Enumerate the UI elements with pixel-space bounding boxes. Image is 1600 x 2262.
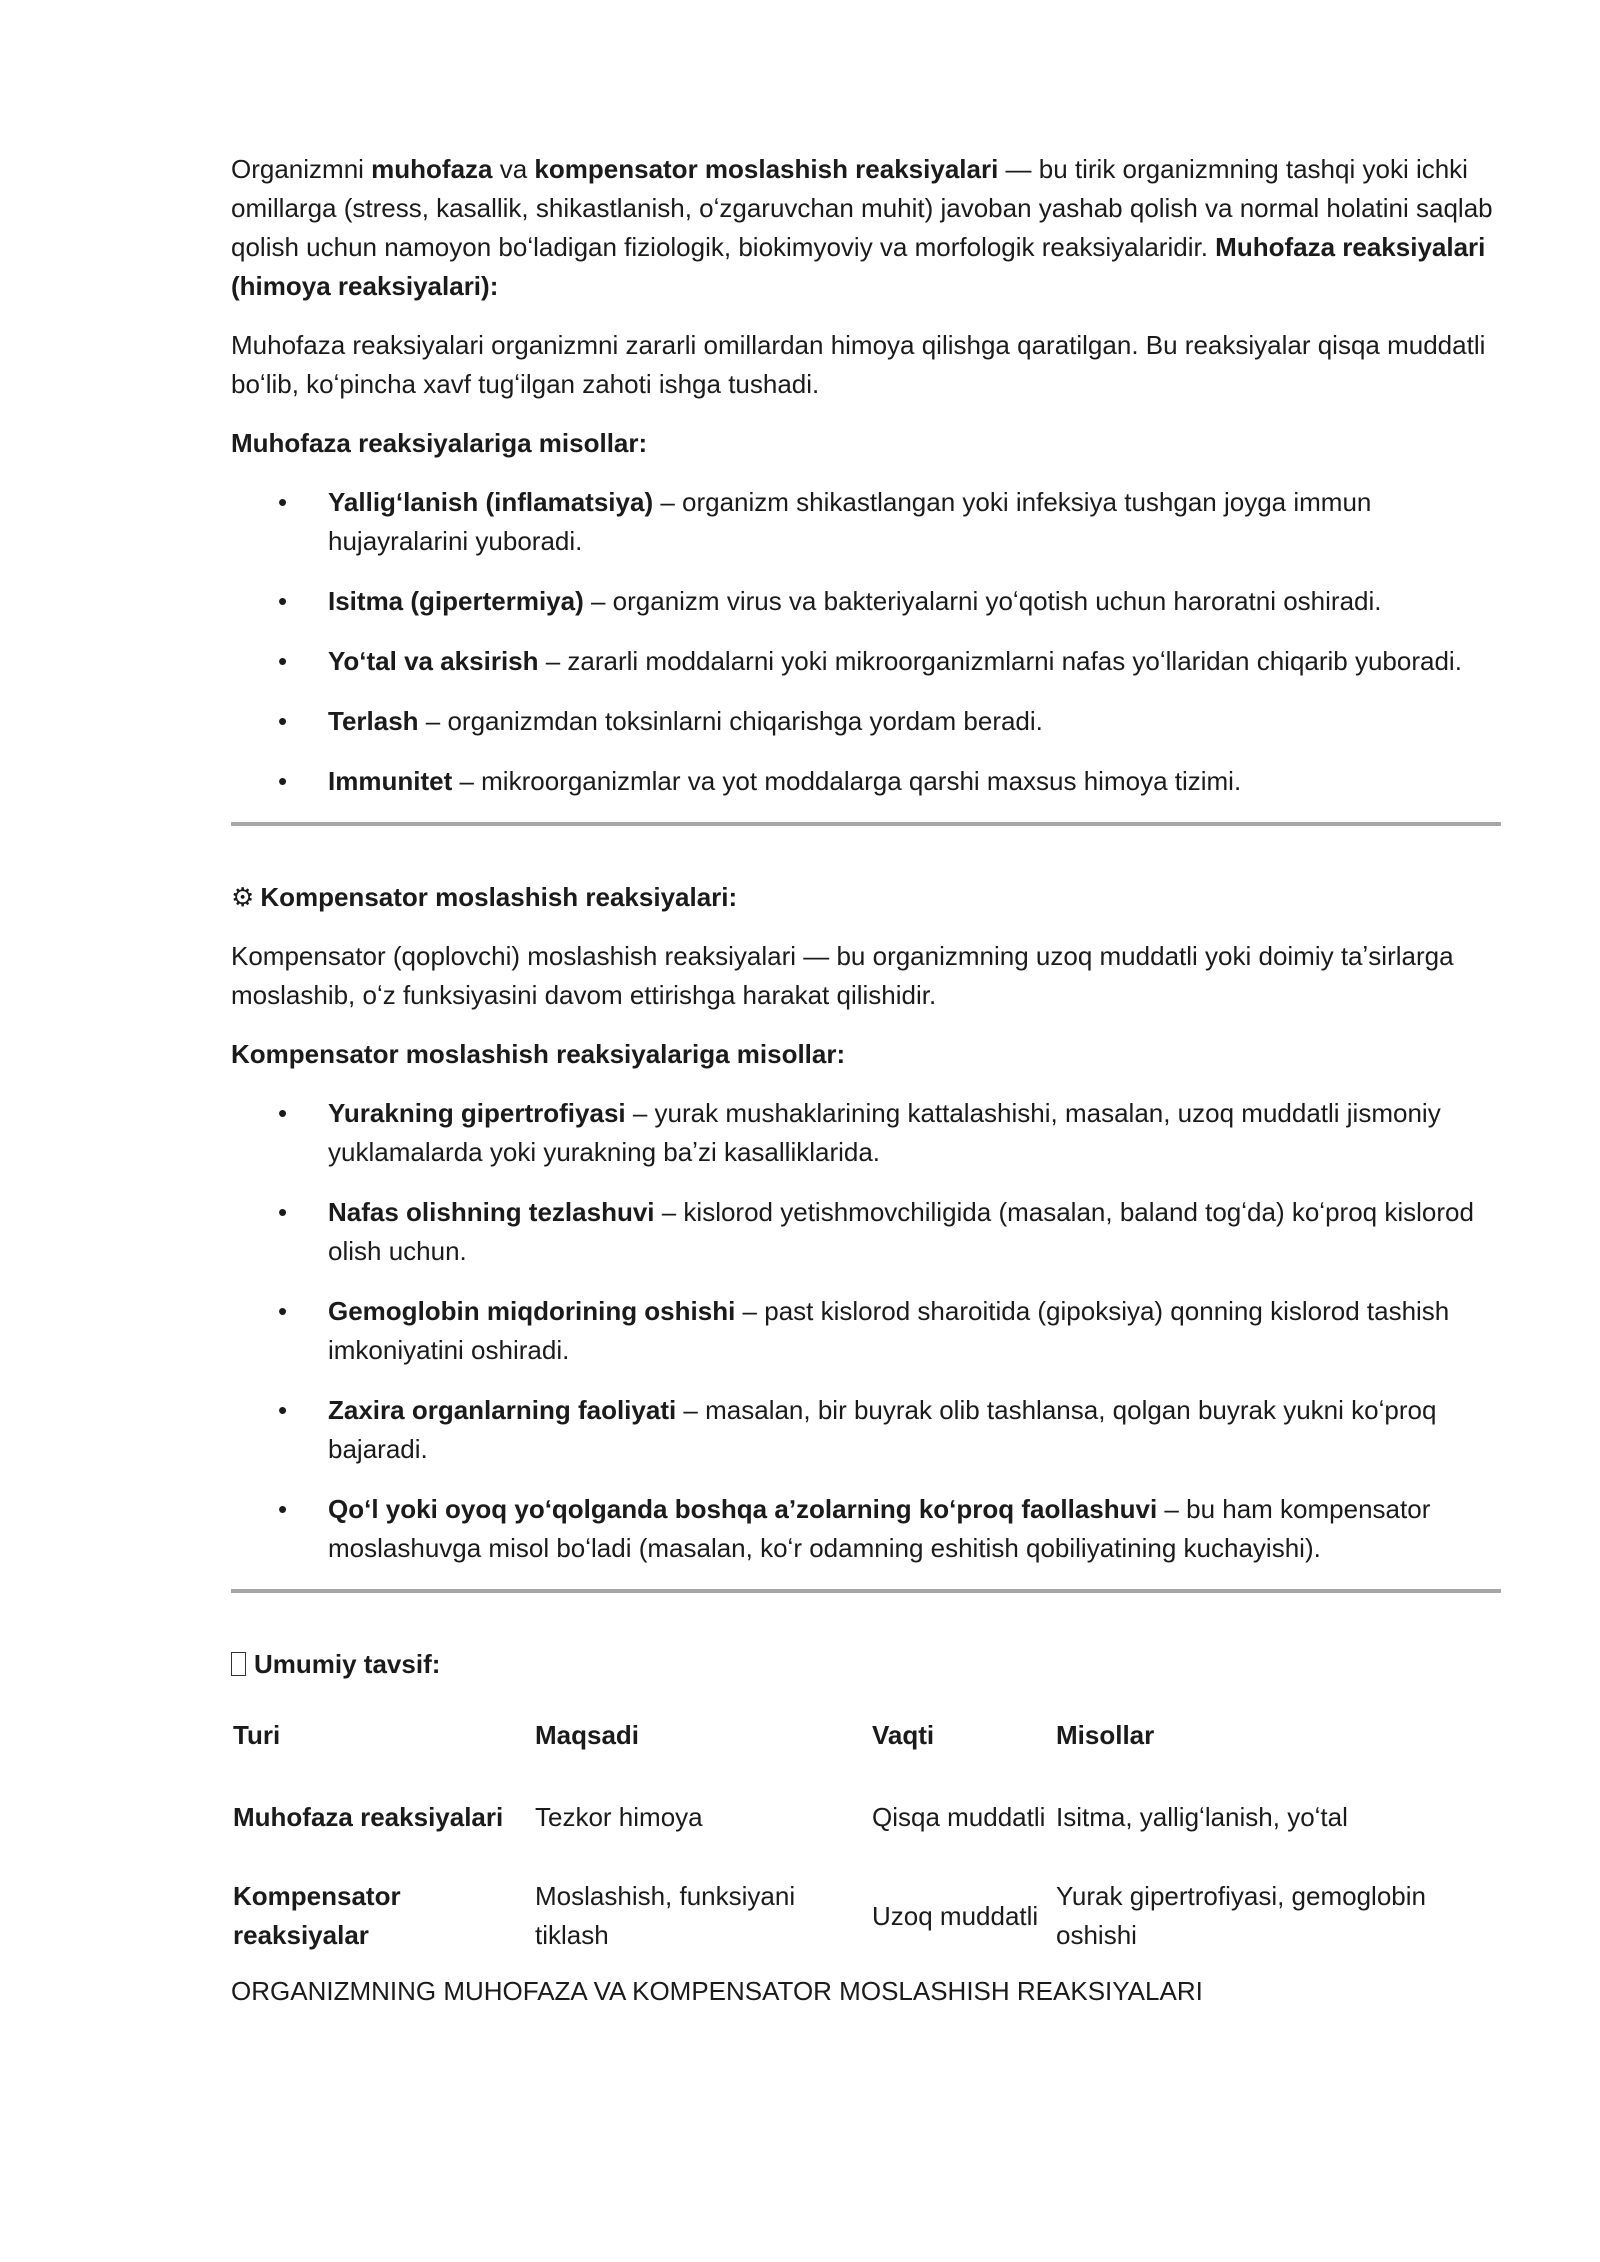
list-item-text: – past kislorod sharoitida (gipoksiya) qonning kislorod tashish imkoniyatini oshiradi. [328, 1296, 1450, 1365]
muhofaza-examples-heading: Muhofaza reaksiyalariga misollar: [231, 428, 648, 458]
section-divider [231, 822, 1501, 826]
bullet-icon: • [278, 586, 288, 616]
list-item-term: Yalligʻlanish (inflamatsiya) [328, 487, 654, 517]
list-item-text: – bu ham kompensator moslashuvga misol boʻladi (masalan, koʻr odamning eshitish qobiliyatining kuchayishi). [328, 1494, 1431, 1563]
list-item-term: Isitma (gipertermiya) [328, 586, 584, 616]
kompensator-title-text: Kompensator moslashish reaksiyalari: [260, 882, 738, 912]
list-item-term: Nafas olishning tezlashuvi [328, 1197, 655, 1227]
summary-table [231, 1704, 1496, 1964]
table-cell-type-text: Kompensator reaksiyalar [233, 1881, 401, 1950]
list-item [231, 702, 1501, 741]
table-cell-type-text: Muhofaza reaksiyalari [233, 1801, 504, 1832]
table-cell: Isitma, yalligʻlanish, yoʻtal [1056, 1801, 1348, 1832]
intro-text-3: — bu tirik organizmning tashqi yoki ichki omillarga (stress, kasallik, shikastlanish, oʻzgaruvchan muhit) javoban yashab qolish va normal holatini saqlab qolish uchun namoyon boʻladigan fiziologik, biokimyoviy va morfologik reaksiyalaridir. [231, 154, 1493, 262]
list-item [231, 1094, 1501, 1172]
bullet-icon: • [278, 1197, 288, 1227]
table-cell: Qisqa muddatli [872, 1801, 1046, 1832]
list-item-text: – zararli moddalarni yoki mikroorganizmlarni nafas yoʻllaridan chiqarib yuboradi. [538, 646, 1462, 676]
table-cell: Tezkor himoya [535, 1801, 703, 1832]
bullet-icon: • [278, 706, 288, 736]
bullet-icon: • [278, 1098, 288, 1128]
list-item [231, 642, 1501, 681]
intro-text-1: Organizmni [231, 154, 372, 184]
table-row [231, 1766, 1496, 1868]
missing-glyph-icon [231, 1652, 246, 1676]
list-item [231, 1391, 1501, 1469]
muhofaza-examples-list [231, 483, 1501, 801]
list-item [231, 483, 1501, 561]
bullet-icon: • [278, 1296, 288, 1326]
list-item-term: Zaxira organlarning faoliyati [328, 1395, 677, 1425]
table-cell-type [231, 1766, 533, 1868]
document-page [231, 150, 1501, 2011]
list-item-text: – organizmdan toksinlarni chiqarishga yordam beradi. [418, 706, 1043, 736]
kompensator-examples-heading: Kompensator moslashish reaksiyalariga misollar: [231, 1039, 846, 1069]
list-item [231, 762, 1501, 801]
bullet-icon: • [278, 487, 288, 517]
table-cell: Moslashish, funksiyani tiklash [535, 1881, 796, 1950]
muhofaza-heading: Muhofaza reaksiyalari (himoya reaksiyalari): [231, 232, 1486, 301]
intro-bold-kompensator: kompensator moslashish reaksiyalari [534, 154, 999, 184]
intro-bold-muhofaza: muhofaza [371, 154, 493, 184]
list-item-text: – masalan, bir buyrak olib tashlansa, qolgan buyrak yukni koʻproq bajaradi. [328, 1395, 1437, 1464]
table-cell-type [231, 1868, 533, 1964]
bullet-icon: • [278, 646, 288, 676]
list-item-term: Gemoglobin miqdorining oshishi [328, 1296, 736, 1326]
table-cell: Uzoq muddatli [872, 1900, 1039, 1931]
intro-paragraph [231, 150, 1501, 306]
table-header-cell: Maqsadi [535, 1719, 640, 1750]
list-item [231, 582, 1501, 621]
bullet-icon: • [278, 1494, 288, 1524]
document-footer-title: ORGANIZMNING MUHOFAZA VA KOMPENSATOR MOSLASHISH REAKSIYALARI [231, 1976, 1203, 2006]
summary-title-text: Umumiy tavsif: [254, 1649, 441, 1679]
list-item-term: Immunitet [328, 766, 453, 796]
list-item [231, 1292, 1501, 1370]
muhofaza-description: Muhofaza reaksiyalari organizmni zararli omillardan himoya qilishga qaratilgan. Bu reaksiyalar qisqa muddatli boʻlib, koʻpincha xavf tugʻilgan zahoti ishga tushadi. [231, 330, 1486, 399]
list-item-text: – organizm virus va bakteriyalarni yoʻqotish uchun haroratni oshiradi. [583, 586, 1382, 616]
list-item-term: Yoʻtal va aksirish [328, 646, 539, 676]
intro-text-2: va [492, 154, 535, 184]
list-item-term: Terlash [328, 706, 419, 736]
table-row [231, 1868, 1496, 1964]
gear-icon: ⚙ [231, 882, 255, 912]
list-item [231, 1193, 1501, 1271]
section-divider [231, 1589, 1501, 1593]
kompensator-description: Kompensator (qoplovchi) moslashish reaksiyalari — bu organizmning uzoq muddatli yoki doimiy taʼsirlarga moslashib, oʻz funksiyasini davom ettirishga harakat qilishidir. [231, 941, 1454, 1010]
list-item-text: – organizm shikastlangan yoki infeksiya tushgan joyga immun hujayralarini yuboradi. [328, 487, 1372, 556]
table-header-cell: Misollar [1056, 1719, 1155, 1750]
list-item-term: Qoʻl yoki oyoq yoʻqolganda boshqa aʼzolarning koʻproq faollashuvi [328, 1494, 1158, 1524]
list-item-text: – kislorod yetishmovchiligida (masalan, baland togʻda) koʻproq kislorod olish uchun. [328, 1197, 1474, 1266]
table-header-cell: Vaqti [872, 1719, 935, 1750]
table-header-cell: Turi [233, 1719, 281, 1750]
table-cell: Yurak gipertrofiyasi, gemoglobin oshishi [1056, 1881, 1426, 1950]
bullet-icon: • [278, 1395, 288, 1425]
bullet-icon: • [278, 766, 288, 796]
kompensator-examples-list [231, 1094, 1501, 1568]
list-item-text: – mikroorganizmlar va yot moddalarga qarshi maxsus himoya tizimi. [452, 766, 1242, 796]
table-header-row [231, 1704, 1496, 1766]
kompensator-title [231, 878, 1501, 917]
list-item-term: Yurakning gipertrofiyasi [328, 1098, 626, 1128]
list-item [231, 1490, 1501, 1568]
list-item-text: – yurak mushaklarining kattalashishi, masalan, uzoq muddatli jismoniy yuklamalarda yoki yurakning baʼzi kasalliklarida. [328, 1098, 1441, 1167]
summary-title [231, 1645, 1501, 1684]
